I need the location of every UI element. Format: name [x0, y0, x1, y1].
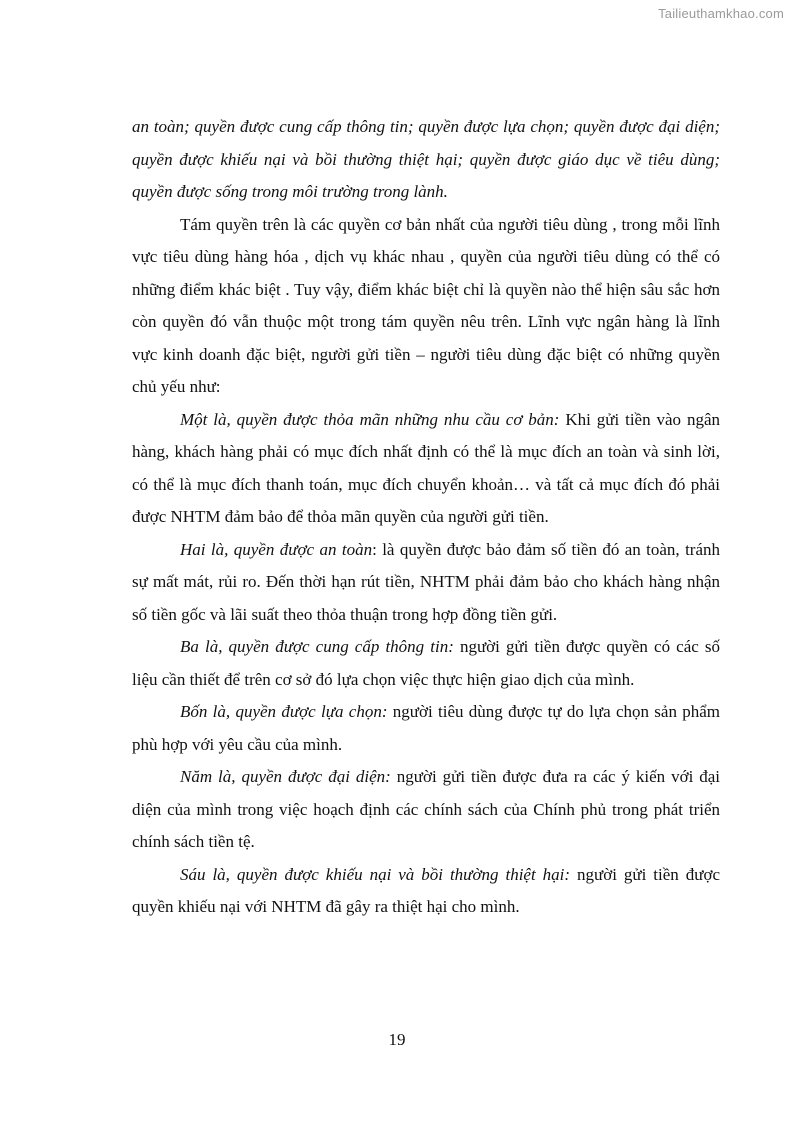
paragraph-italic-lead: Hai là, quyền được an toàn: [180, 539, 373, 559]
paragraph-text: người gửi tiền được đưa ra các ý kiến với đại diện của mình trong việc hoạch định các chính sách của Chính phủ trong phát triển chính sách tiền tệ.: [132, 767, 720, 851]
paragraph-intro: [132, 209, 720, 404]
paragraph-text: Tám quyền trên là các quyền cơ bản nhất của người tiêu dùng , trong mỗi lĩnh vực tiêu dùng hàng hóa , dịch vụ khác nhau , quyền của người tiêu dùng có thể có những điểm khác biệt . Tuy vậy, điểm khác biệt chỉ là quyền nào thể hiện sâu sắc hơn còn quyền đó vẫn thuộc một trong tám quyền nêu trên. Lĩnh vực ngân hàng là lĩnh vực kinh doanh đặc biệt, người gửi tiền – người tiêu dùng đặc biệt có những quyền chủ yếu như:: [132, 214, 720, 396]
document-body: [132, 111, 720, 924]
paragraph-right-5: [132, 761, 720, 859]
paragraph-italic-lead: Năm là, quyền được đại diện:: [180, 767, 391, 786]
paragraph-italic-lead: Một là, quyền được thỏa mãn những nhu cầu cơ bản:: [180, 409, 560, 429]
paragraph-continuation: [132, 111, 720, 209]
paragraph-right-4: [132, 696, 720, 761]
paragraph-right-1: [132, 404, 720, 534]
paragraph-italic-lead: Bốn là, quyền được lựa chọn:: [180, 702, 388, 721]
paragraph-text: người tiêu dùng được tự do lựa chọn sản phẩm phù hợp với yêu cầu của mình.: [132, 702, 721, 754]
paragraph-text: Khi gửi tiền vào ngân hàng, khách hàng phải có mục đích nhất định có thể là mục đích an toàn và sinh lời, có thể là mục đích thanh toán, mục đích chuyển khoản… và tất cả mục đích đó phải được NHTM đảm bảo để thỏa mãn quyền của người gửi tiền.: [132, 409, 720, 526]
paragraph-italic-lead: Sáu là, quyền được khiếu nại và bồi thường thiệt hại:: [180, 864, 571, 884]
paragraph-italic-lead: an toàn; quyền được cung cấp thông tin; quyền được lựa chọn; quyền được đại diện; quyền được khiếu nại và bồi thường thiệt hại; quyền được giáo dục về tiêu dùng; quyền được sống trong môi trường trong lành.: [132, 117, 720, 201]
paragraph-text: người gửi tiền được quyền có các số liệu cần thiết để trên cơ sở đó lựa chọn việc thực hiện giao dịch của mình.: [132, 637, 720, 689]
paragraph-right-6: [132, 859, 720, 924]
paragraph-right-3: [132, 631, 720, 696]
page-number: 19: [388, 1030, 406, 1049]
paragraph-italic-lead: Ba là, quyền được cung cấp thông tin:: [180, 637, 454, 656]
paragraph-text: người gửi tiền được quyền khiếu nại với NHTM đã gây ra thiệt hại cho mình.: [132, 864, 720, 916]
paragraph-right-2: [132, 534, 720, 632]
watermark-text: Tailieuthamkhao.com: [658, 6, 784, 21]
paragraph-text: : là quyền được bảo đảm số tiền đó an toàn, tránh sự mất mát, rủi ro. Đến thời hạn rút tiền, NHTM phải đảm bảo cho khách hàng nhận số tiền gốc và lãi suất theo thỏa thuận trong hợp đồng tiền gửi.: [132, 539, 720, 624]
